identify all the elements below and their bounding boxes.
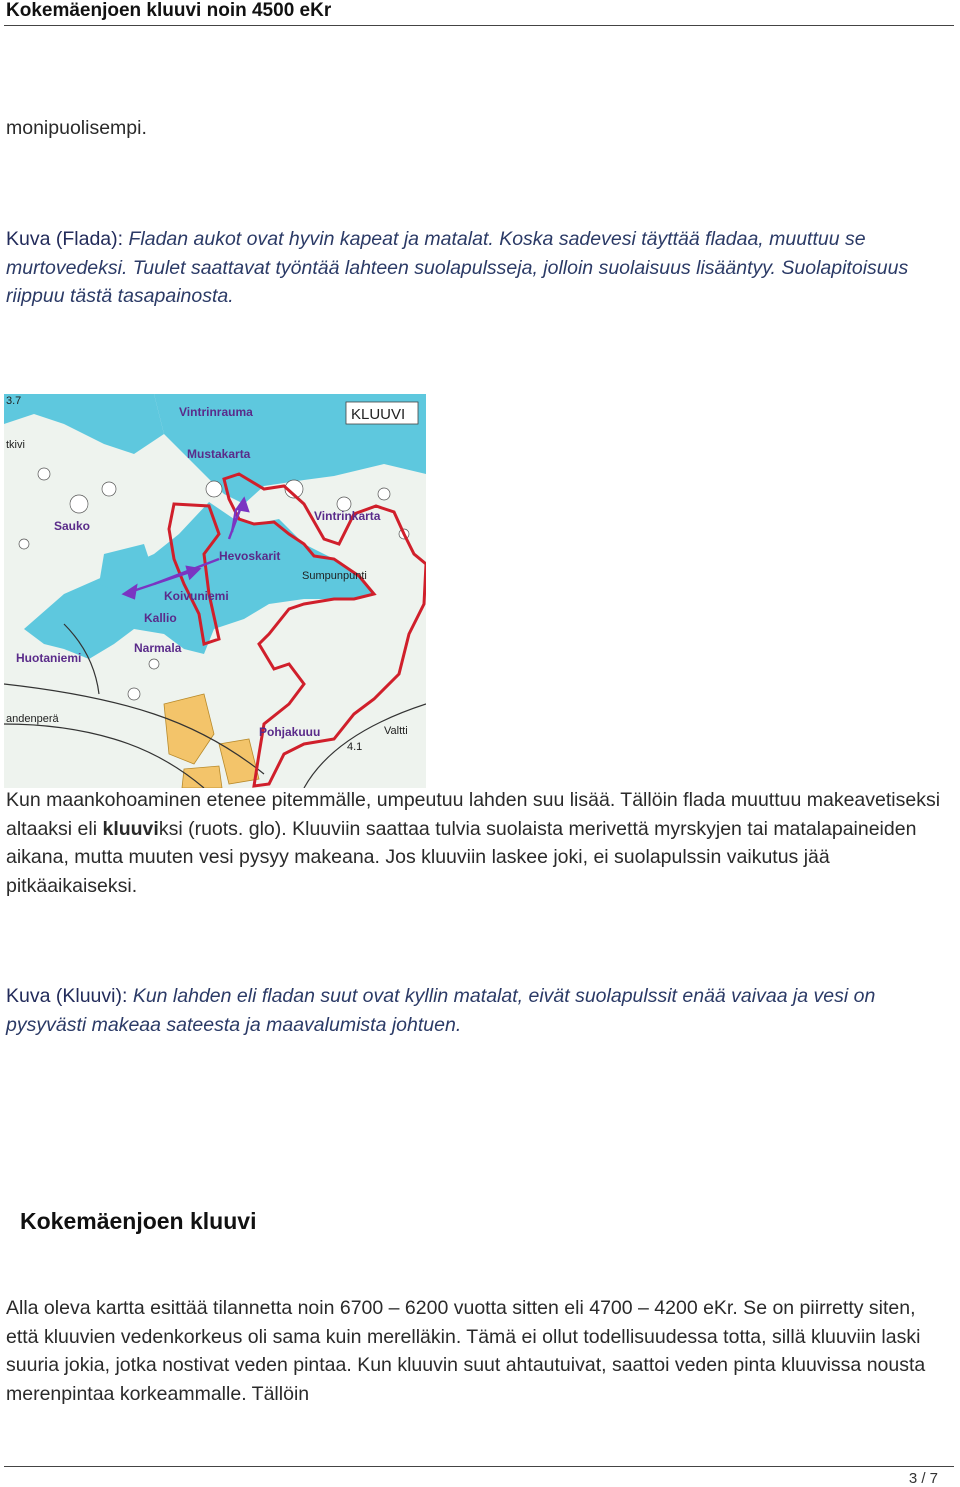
- kluuvi-term: kluuvi: [102, 817, 159, 840]
- map-label-vintrinkarta: Vintrinkarta: [314, 509, 381, 523]
- map-label-pohjakuuu: Pohjakuuu: [259, 725, 321, 739]
- map-label-kallio: Kallio: [144, 611, 177, 625]
- map-title: KLUUVI: [351, 406, 406, 423]
- map-label-narmala: Narmala: [134, 641, 182, 655]
- map-label-4-1: 4.1: [347, 741, 363, 753]
- kluuvi-map-figure: [4, 394, 426, 788]
- page-number: 3 / 7: [908, 1470, 938, 1487]
- kluuvi-caption-label: Kuva (Kluuvi):: [6, 985, 128, 1007]
- kluuvi-paragraph: [6, 786, 941, 900]
- map-label-andenpera: andenperä: [6, 713, 59, 725]
- flada-caption-label: Kuva (Flada):: [6, 228, 124, 250]
- kluuvi-caption-body: Kun lahden eli fladan suut ovat kyllin matalat, eivät suolapulssit enää vaivaa ja vesi on pysyvästi makeaa sateesta ja maavalumista johtuen.: [6, 985, 876, 1036]
- map-label-3-7: 3.7: [6, 395, 22, 407]
- map-label-tkivi: tkivi: [6, 439, 25, 451]
- map-label-koivuniemi: Koivuniemi: [164, 589, 229, 603]
- kluuvi-map: [4, 394, 426, 788]
- map-label-valtti: Valtti: [384, 725, 408, 737]
- section-heading: Kokemäenjoen kluuvi: [20, 1208, 257, 1234]
- kluuvi-paragraph-part2: ksi (ruots. glo). Kluuviin saattaa tulvia suolaista merivettä myrskyjen tai matalapaineiden aikana, mutta muuten vesi pysyy makeana. Jos kluuviin laskee joki, ei suolapulssin vaikutus jää pitkäaikaiseksi.: [6, 817, 917, 897]
- map-label-hevoskarit: Hevoskarit: [219, 549, 281, 563]
- footer-divider: [4, 1466, 954, 1467]
- map-label-huotaniemi: Huotaniemi: [16, 651, 82, 665]
- map-label-sumpunpunti: Sumpunpunti: [302, 570, 367, 582]
- kluuvi-caption: [6, 982, 941, 1039]
- flada-caption-body: Fladan aukot ovat hyvin kapeat ja matalat. Koska sadevesi täyttää fladaa, muuttuu se murtovedeksi. Tuulet saattavat työntää lahteen suolapulsseja, jolloin suolaisuus lisääntyy. Suolapitoisuus riippuu tästä tasapainosta.: [6, 228, 909, 307]
- map-label-mustakarta: Mustakarta: [187, 447, 251, 461]
- continued-paragraph: monipuolisempi.: [6, 117, 147, 139]
- flada-caption: [6, 225, 941, 311]
- kluuvi-paragraph-part1: Kun maankohoaminen etenee pitemmälle, umpeutuu lahden suu lisää. Tällöin flada muuttuu makeavetiseksi altaaksi eli: [6, 789, 941, 840]
- section-paragraph: Alla oleva kartta esittää tilannetta noin 6700 – 6200 vuotta sitten eli 4700 – 4200 eKr. Se on piirretty siten, että kluuvien vedenkorkeus oli sama kuin merelläkin. Tämä ei ollut todellisuudessa totta, sillä kluuviin laski suuria jokia, jotka nostivat veden pintaa. Kun kluuvin suut ahtautuivat, saattoi veden pinta kluuvissa nousta merenpintaa korkeammalle. Tällöin: [6, 1297, 926, 1405]
- map-label-sauko: Sauko: [54, 519, 91, 533]
- map-label-vintrinrauma: Vintrinrauma: [179, 405, 253, 419]
- header-divider: [4, 25, 954, 26]
- document-header-title: Kokemäenjoen kluuvi noin 4500 eKr: [6, 0, 332, 21]
